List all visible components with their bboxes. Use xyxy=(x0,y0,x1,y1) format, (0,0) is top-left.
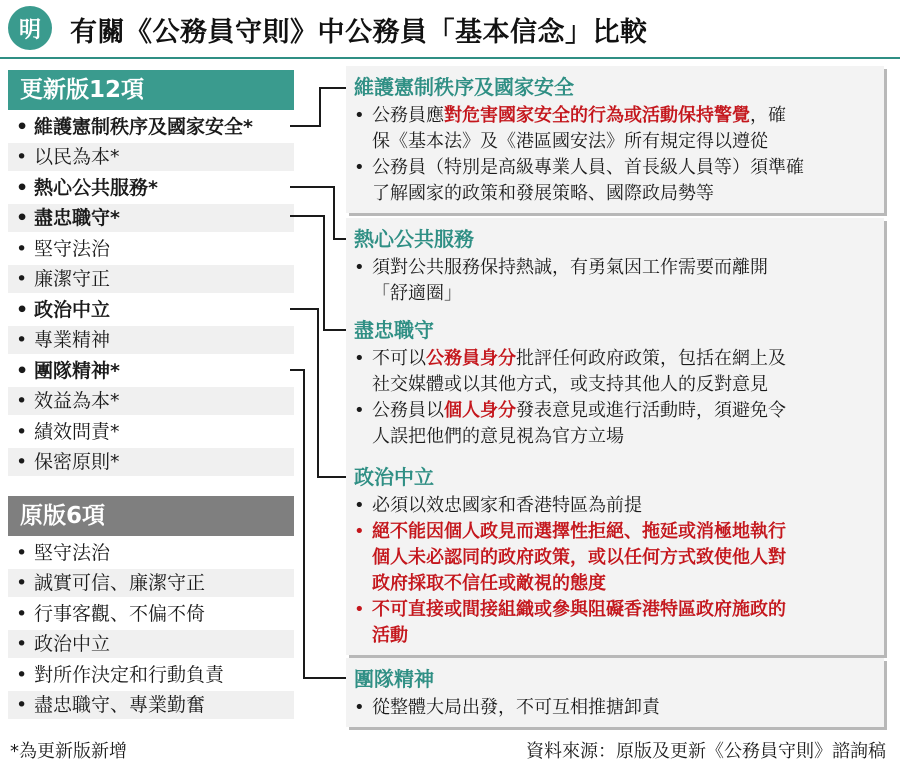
highlight-text: 不可直接或間接組織或參與阻礙香港特區政府施政的 xyxy=(372,599,786,620)
body-text: 社交媒體或以其他方式，或支持其他人的反對意見 xyxy=(372,374,768,395)
bullet-icon: • xyxy=(354,495,365,516)
body-text: 發表意見或進行活動時，須避免令 xyxy=(516,400,786,421)
bullet-icon: • xyxy=(354,521,365,542)
bullet-icon: • xyxy=(16,663,28,686)
bullet-icon: • xyxy=(16,115,29,138)
new-version-item-label: 效益為本* xyxy=(34,390,120,412)
page-title: 有關《公務員守則》中公務員「基本信念」比較 xyxy=(70,17,648,48)
bullet-icon: • xyxy=(16,268,28,290)
new-version-item-label: 以民為本* xyxy=(34,146,120,168)
bullet-icon: • xyxy=(354,697,365,718)
bullet-icon: • xyxy=(354,599,365,620)
bullet-icon: • xyxy=(16,298,29,321)
new-version-item-label: 熱心公共服務* xyxy=(34,176,158,199)
card-title: 團隊精神 xyxy=(354,667,434,691)
bullet-icon: • xyxy=(16,420,28,443)
original-version-item-label: 誠實可信、廉潔守正 xyxy=(34,572,206,594)
new-version-item-label: 廉潔守正 xyxy=(34,268,111,290)
new-version-item-label: 盡忠職守* xyxy=(34,207,120,229)
highlight-text: 絕不能因個人政見而選擇性拒絕、拖延或消極地執行 xyxy=(372,521,786,542)
new-version-item-label: 績效問責* xyxy=(34,420,120,443)
highlight-text: 公務員身分 xyxy=(426,348,516,369)
new-version-item-label: 維護憲制秩序及國家安全* xyxy=(34,115,253,138)
original-version-heading: 原版6項 xyxy=(8,496,294,536)
bullet-icon: • xyxy=(354,257,365,278)
body-text: 了解國家的政策和發展策略、國際政局勢等 xyxy=(372,183,714,204)
footnote-source: 資料來源：原版及更新《公務員守則》諮詢稿 xyxy=(526,741,886,762)
footnote-new: *為更新版新增 xyxy=(10,741,127,762)
card-title: 盡忠職守 xyxy=(354,318,434,342)
body-text: 公務員（特別是高級專業人員、首長級人員等）須準確 xyxy=(372,157,804,178)
body-text: 公務員應 xyxy=(372,105,444,126)
body-text: 從整體大局出發，不可互相推搪卸責 xyxy=(372,697,660,718)
body-text: ，確 xyxy=(750,105,786,126)
original-version-item-label: 堅守法治 xyxy=(34,541,111,564)
new-version-item-label: 保密原則* xyxy=(34,451,120,473)
bullet-icon: • xyxy=(16,359,29,382)
original-version-item-label: 對所作決定和行動負責 xyxy=(34,663,225,686)
bullet-icon: • xyxy=(16,207,29,229)
body-text: 須對公共服務保持熱誠，有勇氣因工作需要而離開 xyxy=(372,257,768,278)
card-title: 熱心公共服務 xyxy=(354,227,474,251)
bullet-icon: • xyxy=(16,237,28,260)
body-text: 必須以效忠國家和香港特區為前提 xyxy=(372,495,642,516)
card-title: 政治中立 xyxy=(354,465,434,489)
highlight-text: 個人未必認同的政府政策，或以任何方式致使他人對 xyxy=(372,547,786,568)
bullet-icon: • xyxy=(16,390,28,412)
body-text: 不可以 xyxy=(372,348,426,369)
connector-line-security xyxy=(290,88,346,126)
new-version-item-label: 堅守法治 xyxy=(34,237,111,260)
connector-line-public-service xyxy=(290,187,346,239)
card-title: 維護憲制秩序及國家安全 xyxy=(354,75,574,99)
body-text: 人誤把他們的意見視為官方立場 xyxy=(372,426,624,447)
bullet-icon: • xyxy=(16,176,29,199)
connector-line-neutrality xyxy=(290,309,346,477)
bullet-icon: • xyxy=(16,602,28,625)
original-version-item-label: 盡忠職守、專業勤奮 xyxy=(34,694,206,716)
bullet-icon: • xyxy=(354,400,365,421)
original-version-item-label: 行事客觀、不偏不倚 xyxy=(34,602,206,625)
body-text: 「舒適圈」 xyxy=(372,283,462,304)
bullet-icon: • xyxy=(16,329,28,351)
body-text: 公務員以 xyxy=(372,400,444,421)
bullet-icon: • xyxy=(16,541,28,564)
bullet-icon: • xyxy=(354,348,365,369)
bullet-icon: • xyxy=(16,572,28,594)
bullet-icon: • xyxy=(16,633,28,655)
body-text: 保《基本法》及《港區國安法》所有規定得以遵從 xyxy=(372,131,768,152)
bullet-icon: • xyxy=(354,105,365,126)
ming-pao-logo-icon: 明 xyxy=(8,6,52,50)
new-version-heading: 更新版12項 xyxy=(8,70,294,110)
bullet-icon: • xyxy=(16,146,28,168)
original-version-item-label: 政治中立 xyxy=(34,633,111,655)
bullet-icon: • xyxy=(354,157,365,178)
new-version-item-label: 團隊精神* xyxy=(34,359,120,382)
bullet-icon: • xyxy=(16,694,28,716)
highlight-text: 對危害國家安全的行為或活動保持警覺 xyxy=(444,105,750,126)
highlight-text: 政府採取不信任或敵視的態度 xyxy=(372,573,606,594)
new-version-item-label: 政治中立 xyxy=(34,298,111,321)
highlight-text: 活動 xyxy=(372,625,408,646)
bullet-icon: • xyxy=(16,451,28,473)
new-version-item-label: 專業精神 xyxy=(34,329,111,351)
highlight-text: 個人身分 xyxy=(444,400,516,421)
body-text: 批評任何政府政策，包括在網上及 xyxy=(516,348,786,369)
